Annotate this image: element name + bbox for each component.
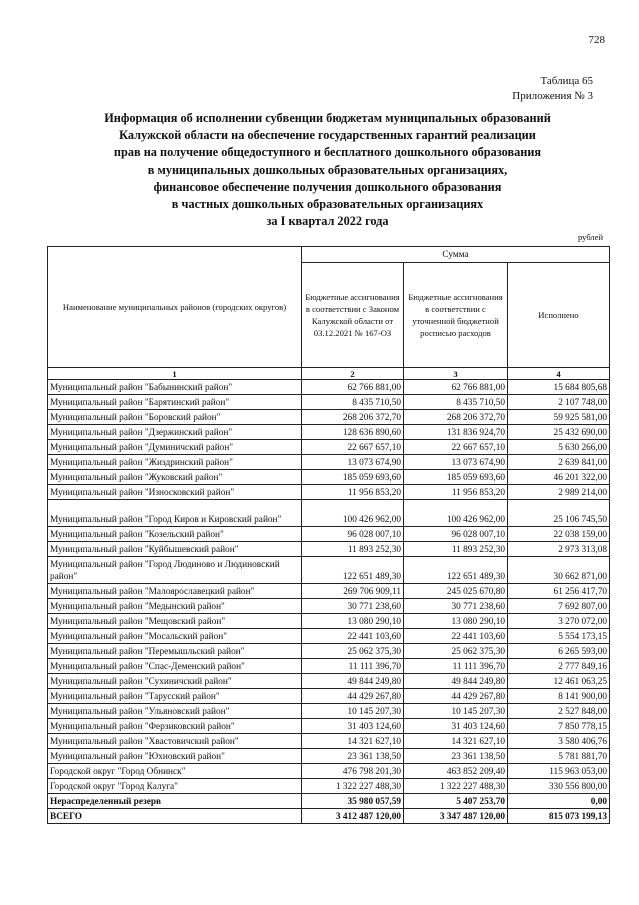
row-refined-amount-cell: 22 441 103,60	[404, 629, 508, 644]
row-executed-amount-cell: 46 201 322,00	[508, 470, 610, 485]
row-name-cell: Муниципальный район "Юхновский район"	[48, 749, 302, 764]
row-name-cell: Муниципальный район "Дзержинский район"	[48, 425, 302, 440]
row-name-cell: Нераспределенный резерв	[48, 794, 302, 809]
row-law-amount-cell: 44 429 267,80	[302, 689, 404, 704]
row-law-amount-cell: 128 636 890,60	[302, 425, 404, 440]
column-number: 3	[404, 368, 508, 380]
row-name-cell: Муниципальный район "Мосальский район"	[48, 629, 302, 644]
header-refined-column: Бюджетные ассигнования в соответствии с уточненной бюджетной росписью расходов	[404, 263, 508, 368]
table-row	[48, 629, 610, 644]
row-law-amount-cell: 11 111 396,70	[302, 659, 404, 674]
row-name-cell: Муниципальный район "Хвастовичский район"	[48, 734, 302, 749]
page-number: 728	[588, 34, 605, 46]
column-number: 2	[302, 368, 404, 380]
row-refined-amount-cell: 31 403 124,60	[404, 719, 508, 734]
title-line: Информация об исполнении субвенции бюджетам муниципальных образований	[104, 111, 551, 125]
row-law-amount-cell: 1 322 227 488,30	[302, 779, 404, 794]
table-row	[48, 557, 610, 584]
row-executed-amount-cell: 5 630 266,00	[508, 440, 610, 455]
row-law-amount-cell: 22 667 657,10	[302, 440, 404, 455]
table-row	[48, 809, 610, 824]
row-name-cell: Городской округ "Город Калуга"	[48, 779, 302, 794]
row-name-cell: Муниципальный район "Куйбышевский район"	[48, 542, 302, 557]
header-sum-group: Сумма	[302, 247, 610, 263]
row-executed-amount-cell: 2 973 313,08	[508, 542, 610, 557]
row-law-amount-cell: 35 980 057,59	[302, 794, 404, 809]
row-law-amount-cell: 476 798 201,30	[302, 764, 404, 779]
row-name-cell: Муниципальный район "Козельский район"	[48, 527, 302, 542]
row-refined-amount-cell: 23 361 138,50	[404, 749, 508, 764]
table-row	[48, 674, 610, 689]
row-executed-amount-cell: 815 073 199,13	[508, 809, 610, 824]
row-executed-amount-cell: 6 265 593,00	[508, 644, 610, 659]
row-name-cell: Муниципальный район "Жиздринский район"	[48, 455, 302, 470]
table-row	[48, 704, 610, 719]
row-executed-amount-cell: 115 963 053,00	[508, 764, 610, 779]
table-row	[48, 584, 610, 599]
header-name-column: Наименование муниципальных районов (городских округов)	[48, 247, 302, 368]
table-row	[48, 779, 610, 794]
row-refined-amount-cell: 22 667 657,10	[404, 440, 508, 455]
row-refined-amount-cell: 11 893 252,30	[404, 542, 508, 557]
row-refined-amount-cell: 131 836 924,70	[404, 425, 508, 440]
row-law-amount-cell: 62 766 881,00	[302, 380, 404, 395]
row-refined-amount-cell: 268 206 372,70	[404, 410, 508, 425]
row-law-amount-cell: 122 651 489,30	[302, 557, 404, 584]
table-row	[48, 689, 610, 704]
row-executed-amount-cell: 30 662 871,00	[508, 557, 610, 584]
document-title	[40, 110, 615, 230]
row-executed-amount-cell: 2 989 214,00	[508, 485, 610, 500]
row-law-amount-cell: 25 062 375,30	[302, 644, 404, 659]
table-row	[48, 719, 610, 734]
row-refined-amount-cell: 30 771 238,60	[404, 599, 508, 614]
row-name-cell: Муниципальный район "Барятинский район"	[48, 395, 302, 410]
row-refined-amount-cell: 5 407 253,70	[404, 794, 508, 809]
row-name-cell: ВСЕГО	[48, 809, 302, 824]
appendix-number: Приложения № 3	[512, 90, 593, 102]
row-name-cell: Муниципальный район "Город Людиново и Людиновский район"	[48, 557, 302, 584]
subvention-table	[47, 246, 610, 824]
row-refined-amount-cell: 62 766 881,00	[404, 380, 508, 395]
row-refined-amount-cell: 13 080 290,10	[404, 614, 508, 629]
row-executed-amount-cell: 2 639 841,00	[508, 455, 610, 470]
row-refined-amount-cell: 100 426 962,00	[404, 500, 508, 527]
table-body	[48, 380, 610, 824]
row-name-cell: Муниципальный район "Думиничский район"	[48, 440, 302, 455]
table-row	[48, 395, 610, 410]
row-executed-amount-cell: 2 777 849,16	[508, 659, 610, 674]
row-name-cell: Муниципальный район "Мещовский район"	[48, 614, 302, 629]
row-name-cell: Муниципальный район "Бабынинский район"	[48, 380, 302, 395]
row-law-amount-cell: 13 080 290,10	[302, 614, 404, 629]
table-row	[48, 659, 610, 674]
row-executed-amount-cell: 12 461 063,25	[508, 674, 610, 689]
table-reference	[512, 74, 593, 104]
row-refined-amount-cell: 25 062 375,30	[404, 644, 508, 659]
title-line: в муниципальных дошкольных образовательных организациях,	[147, 162, 508, 177]
column-numbers-row	[48, 368, 610, 380]
table-row	[48, 599, 610, 614]
row-refined-amount-cell: 11 111 396,70	[404, 659, 508, 674]
row-name-cell: Муниципальный район "Перемышльский район"	[48, 644, 302, 659]
table-row	[48, 440, 610, 455]
table-row	[48, 644, 610, 659]
table-row	[48, 614, 610, 629]
row-refined-amount-cell: 44 429 267,80	[404, 689, 508, 704]
row-name-cell: Муниципальный район "Тарусский район"	[48, 689, 302, 704]
row-executed-amount-cell: 7 850 778,15	[508, 719, 610, 734]
row-executed-amount-cell: 22 038 159,00	[508, 527, 610, 542]
header-law-column: Бюджетные ассигнования в соответствии с Законом Калужской области от 03.12.2021 № 167-ОЗ	[302, 263, 404, 368]
row-refined-amount-cell: 463 852 209,40	[404, 764, 508, 779]
table-row	[48, 425, 610, 440]
row-name-cell: Муниципальный район "Медынский район"	[48, 599, 302, 614]
row-executed-amount-cell: 3 580 406,76	[508, 734, 610, 749]
table-row	[48, 527, 610, 542]
row-refined-amount-cell: 3 347 487 120,00	[404, 809, 508, 824]
row-law-amount-cell: 185 059 693,60	[302, 470, 404, 485]
row-law-amount-cell: 10 145 207,30	[302, 704, 404, 719]
row-executed-amount-cell: 15 684 805,68	[508, 380, 610, 395]
currency-unit: рублей	[578, 232, 603, 242]
row-refined-amount-cell: 96 028 007,10	[404, 527, 508, 542]
row-executed-amount-cell: 2 107 748,00	[508, 395, 610, 410]
column-number: 1	[48, 368, 302, 380]
row-law-amount-cell: 100 426 962,00	[302, 500, 404, 527]
table-row	[48, 485, 610, 500]
row-name-cell: Муниципальный район "Сухиничский район"	[48, 674, 302, 689]
column-number: 4	[508, 368, 610, 380]
row-executed-amount-cell: 330 556 800,00	[508, 779, 610, 794]
row-name-cell: Муниципальный район "Износковский район"	[48, 485, 302, 500]
title-line: прав на получение общедоступного и бесплатного дошкольного образования	[113, 145, 542, 160]
row-law-amount-cell: 23 361 138,50	[302, 749, 404, 764]
table-row	[48, 470, 610, 485]
row-executed-amount-cell: 7 692 807,00	[508, 599, 610, 614]
row-executed-amount-cell: 5 554 173,15	[508, 629, 610, 644]
row-refined-amount-cell: 245 025 670,80	[404, 584, 508, 599]
row-executed-amount-cell: 8 141 900,00	[508, 689, 610, 704]
row-law-amount-cell: 11 893 252,30	[302, 542, 404, 557]
row-law-amount-cell: 8 435 710,50	[302, 395, 404, 410]
row-law-amount-cell: 96 028 007,10	[302, 527, 404, 542]
table-row	[48, 542, 610, 557]
row-executed-amount-cell: 61 256 417,70	[508, 584, 610, 599]
row-name-cell: Городской округ "Город Обнинск"	[48, 764, 302, 779]
table-row	[48, 734, 610, 749]
table-row	[48, 455, 610, 470]
title-line: за I квартал 2022 года	[266, 214, 389, 229]
row-name-cell: Муниципальный район "Малоярославецкий район"	[48, 584, 302, 599]
row-law-amount-cell: 268 206 372,70	[302, 410, 404, 425]
row-law-amount-cell: 30 771 238,60	[302, 599, 404, 614]
row-refined-amount-cell: 49 844 249,80	[404, 674, 508, 689]
table-number: Таблица 65	[540, 75, 593, 87]
row-executed-amount-cell: 25 432 690,00	[508, 425, 610, 440]
row-executed-amount-cell: 3 270 072,00	[508, 614, 610, 629]
row-law-amount-cell: 49 844 249,80	[302, 674, 404, 689]
row-name-cell: Муниципальный район "Жуковский район"	[48, 470, 302, 485]
table-row	[48, 380, 610, 395]
table-row	[48, 500, 610, 527]
table-row	[48, 410, 610, 425]
row-law-amount-cell: 31 403 124,60	[302, 719, 404, 734]
header-executed-column: Исполнено	[508, 263, 610, 368]
row-refined-amount-cell: 8 435 710,50	[404, 395, 508, 410]
row-name-cell: Муниципальный район "Боровский район"	[48, 410, 302, 425]
row-refined-amount-cell: 185 059 693,60	[404, 470, 508, 485]
title-line: Калужской области на обеспечение государственных гарантий реализации	[119, 128, 536, 143]
row-name-cell: Муниципальный район "Спас-Деменский район"	[48, 659, 302, 674]
row-executed-amount-cell: 0,00	[508, 794, 610, 809]
row-executed-amount-cell: 59 925 581,00	[508, 410, 610, 425]
row-law-amount-cell: 3 412 487 120,00	[302, 809, 404, 824]
row-name-cell: Муниципальный район "Ульяновский район"	[48, 704, 302, 719]
row-refined-amount-cell: 11 956 853,20	[404, 485, 508, 500]
row-law-amount-cell: 11 956 853,20	[302, 485, 404, 500]
row-law-amount-cell: 269 706 909,11	[302, 584, 404, 599]
row-refined-amount-cell: 1 322 227 488,30	[404, 779, 508, 794]
row-law-amount-cell: 22 441 103,60	[302, 629, 404, 644]
row-refined-amount-cell: 13 073 674,90	[404, 455, 508, 470]
row-executed-amount-cell: 25 106 745,50	[508, 500, 610, 527]
row-refined-amount-cell: 10 145 207,30	[404, 704, 508, 719]
table-row	[48, 764, 610, 779]
title-line: в частных дошкольных образовательных организациях	[171, 197, 484, 212]
row-name-cell: Муниципальный район "Город Киров и Кировский район"	[48, 500, 302, 527]
row-executed-amount-cell: 5 781 881,70	[508, 749, 610, 764]
title-line: финансовое обеспечение получения дошкольного образования	[153, 179, 502, 194]
row-refined-amount-cell: 122 651 489,30	[404, 557, 508, 584]
row-law-amount-cell: 14 321 627,10	[302, 734, 404, 749]
table-row	[48, 749, 610, 764]
table-row	[48, 794, 610, 809]
row-refined-amount-cell: 14 321 627,10	[404, 734, 508, 749]
row-law-amount-cell: 13 073 674,90	[302, 455, 404, 470]
row-name-cell: Муниципальный район "Ферзиковский район"	[48, 719, 302, 734]
row-executed-amount-cell: 2 527 848,00	[508, 704, 610, 719]
